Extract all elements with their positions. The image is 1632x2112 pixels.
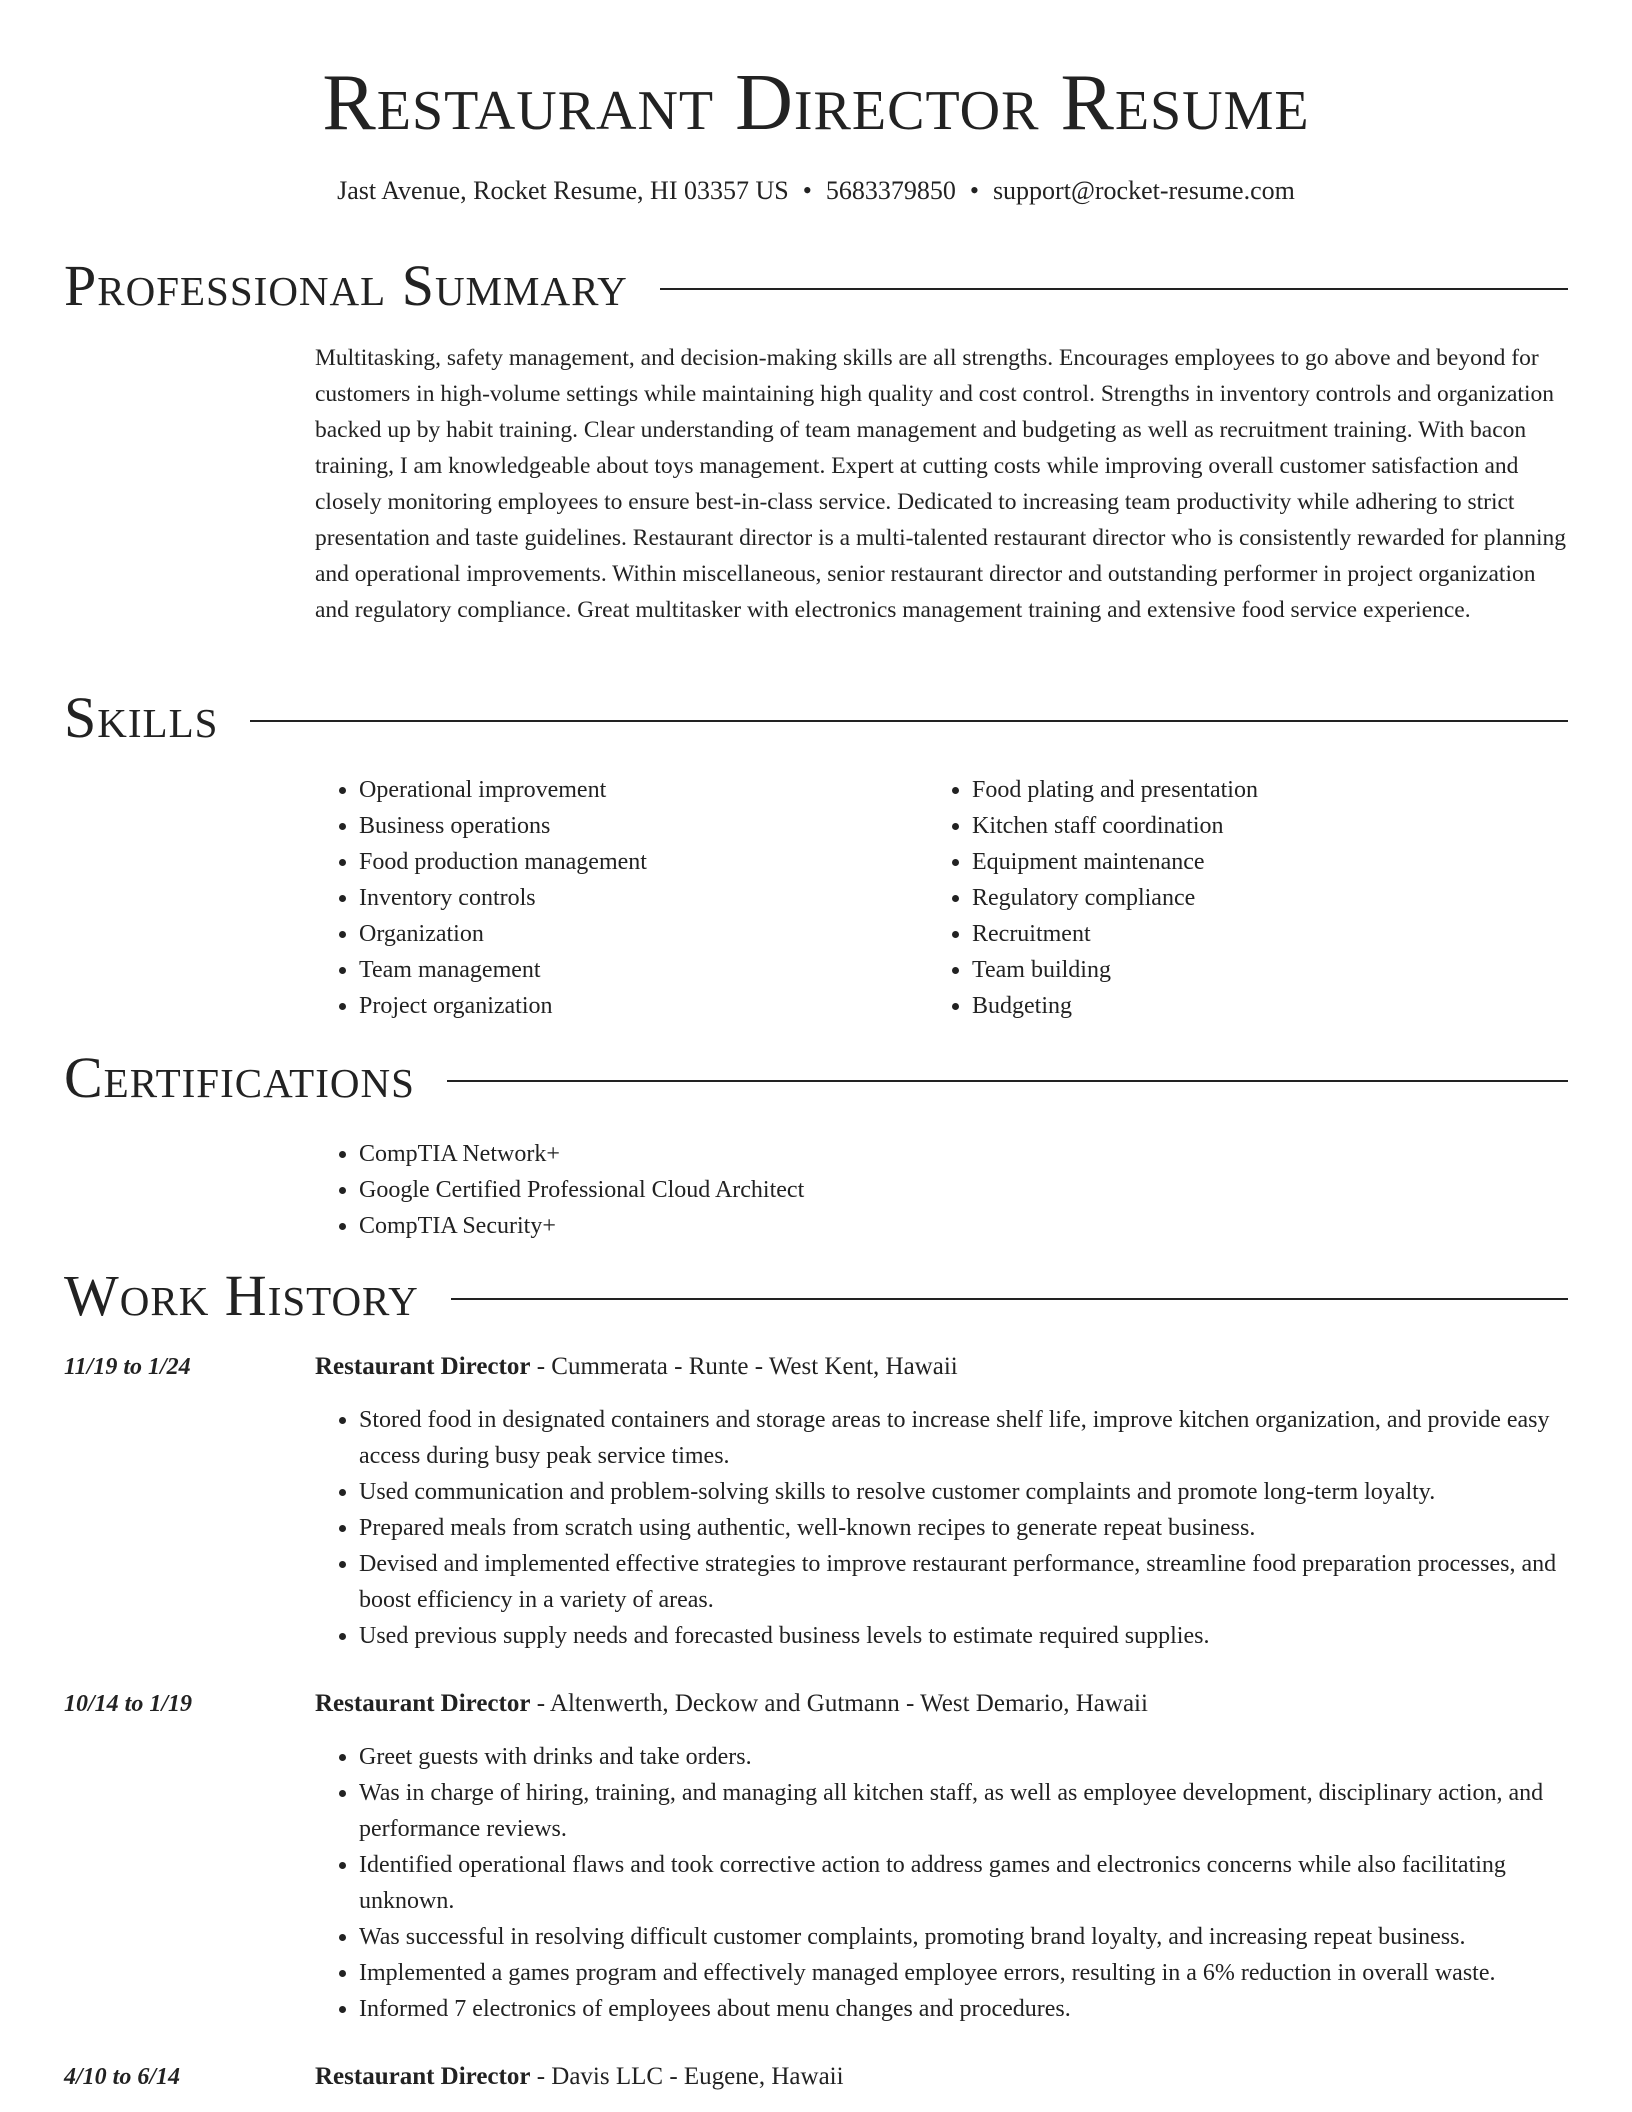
job-duty-item: • Was successful in resolving difficult customer complaints, promoting brand loyalty, and increasing repeat business. [359, 1919, 1568, 1955]
job-dates: 11/19 to 1/24 [64, 1354, 191, 1380]
job-employer: - Altenwerth, Deckow and Gutmann - West Demario, Hawaii [530, 1690, 1148, 1717]
certifications-block [315, 1136, 1215, 1244]
certifications-list [315, 1136, 1215, 1244]
summary-text: Multitasking, safety management, and decision-making skills are all strengths. Encourages employees to go above and beyond for customers in high-volume settings while maintaining high quality and cost control. Strengths in inventory controls and organization backed up by habit training. Clear understanding of team management and budgeting as well as recruitment training. With bacon training, I am knowledgeable about toys management. Expert at cutting costs while improving overall customer satisfaction and closely monitoring employees to ensure best-in-class service. Dedicated to increasing team productivity while adhering to strict presentation and taste guidelines. Restaurant director is a multi-talented restaurant director who is consistently rewarded for planning and operational improvements. Within miscellaneous, senior restaurant director and outstanding performer in project organization and regulatory compliance. Great multitasker with electronics management training and extensive food service experience. [315, 345, 1566, 623]
job-duties [315, 1739, 1568, 2027]
skills-column-right [928, 772, 1488, 1024]
section-divider [660, 288, 1568, 290]
skill-item: • Team management [359, 952, 875, 988]
contact-address: Jast Avenue, Rocket Resume, HI 03357 US [337, 176, 789, 205]
skill-item: • Equipment maintenance [972, 844, 1488, 880]
skill-item: • Operational improvement [359, 772, 875, 808]
job-duty-item: • Was in charge of hiring, training, and managing all kitchen staff, as well as employee development, disciplinary action, and performance reviews. [359, 1775, 1568, 1847]
section-header-skills [64, 686, 1568, 750]
section-divider [447, 1080, 1568, 1082]
skill-item: • Regulatory compliance [972, 880, 1488, 916]
job-duty-item: • Used previous supply needs and forecasted business levels to estimate required supplies. [359, 1618, 1568, 1654]
section-divider [451, 1298, 1568, 1300]
job-dates: 4/10 to 6/14 [64, 2064, 181, 2090]
skill-item: • Business operations [359, 808, 875, 844]
job-duty-item: • Prepared meals from scratch using authentic, well-known recipes to generate repeat business. [359, 1510, 1568, 1546]
job-duties-list [315, 1402, 1568, 1654]
certification-item: • CompTIA Network+ [359, 1136, 1215, 1172]
section-header-certifications [64, 1046, 1568, 1110]
section-title-summary: Professional Summary [64, 253, 628, 318]
skills-list-left [315, 772, 875, 1024]
skill-item: • Recruitment [972, 916, 1488, 952]
skill-item: • Kitchen staff coordination [972, 808, 1488, 844]
skill-item: • Project organization [359, 988, 875, 1024]
section-title-work-history: Work History [64, 1263, 419, 1328]
skill-item: • Organization [359, 916, 875, 952]
skill-item: • Inventory controls [359, 880, 875, 916]
job-heading [315, 1687, 1568, 1721]
job-title: Restaurant Director [315, 2063, 531, 2090]
job-duty-item: • Stored food in designated containers and storage areas to increase shelf life, improve kitchen organization, and provide easy access during busy peak service times. [359, 1402, 1568, 1474]
job-dates: 10/14 to 1/19 [64, 1691, 193, 1717]
certification-item: • Google Certified Professional Cloud Architect [359, 1172, 1215, 1208]
certification-item: • CompTIA Security+ [359, 1208, 1215, 1244]
job-duty-item: • Implemented a games program and effectively managed employee errors, resulting in a 6% reduction in overall waste. [359, 1955, 1568, 1991]
section-title-skills: Skills [64, 685, 219, 750]
job-duty-item: • Used communication and problem-solving skills to resolve customer complaints and promote long-term loyalty. [359, 1474, 1568, 1510]
contact-email: support@rocket-resume.com [992, 176, 1295, 205]
job-employer: - Cummerata - Runte - West Kent, Hawaii [530, 1353, 958, 1380]
section-header-work-history [64, 1264, 1568, 1328]
section-title-certifications: Certifications [64, 1045, 415, 1110]
job-duties [315, 1402, 1568, 1654]
job-employer: - Davis LLC - Eugene, Hawaii [530, 2063, 844, 2090]
job-title: Restaurant Director [315, 1353, 531, 1380]
job-heading [315, 2060, 1568, 2094]
job-title: Restaurant Director [315, 1690, 531, 1717]
contact-separator: • [802, 176, 812, 205]
job-duty-item: • Greet guests with drinks and take orders. [359, 1739, 1568, 1775]
contact-line [0, 174, 1632, 208]
skill-item: • Team building [972, 952, 1488, 988]
skill-item: • Budgeting [972, 988, 1488, 1024]
job-duty-item: • Identified operational flaws and took corrective action to address games and electronics concerns while also facilitating unknown. [359, 1847, 1568, 1919]
job-heading [315, 1350, 1568, 1384]
contact-separator: • [969, 176, 979, 205]
section-divider [250, 720, 1568, 722]
skill-item: • Food production management [359, 844, 875, 880]
job-duty-item: • Devised and implemented effective strategies to improve restaurant performance, streamline food preparation processes, and boost efficiency in a variety of areas. [359, 1546, 1568, 1618]
resume-title: Restaurant Director Resume [322, 59, 1310, 147]
skills-column-left [315, 772, 875, 1024]
skills-list-right [928, 772, 1488, 1024]
section-header-summary [64, 254, 1568, 318]
job-duties-list [315, 1739, 1568, 2027]
contact-phone: 5683379850 [825, 176, 956, 205]
skill-item: • Food plating and presentation [972, 772, 1488, 808]
job-duty-item: • Informed 7 electronics of employees about menu changes and procedures. [359, 1991, 1568, 2027]
